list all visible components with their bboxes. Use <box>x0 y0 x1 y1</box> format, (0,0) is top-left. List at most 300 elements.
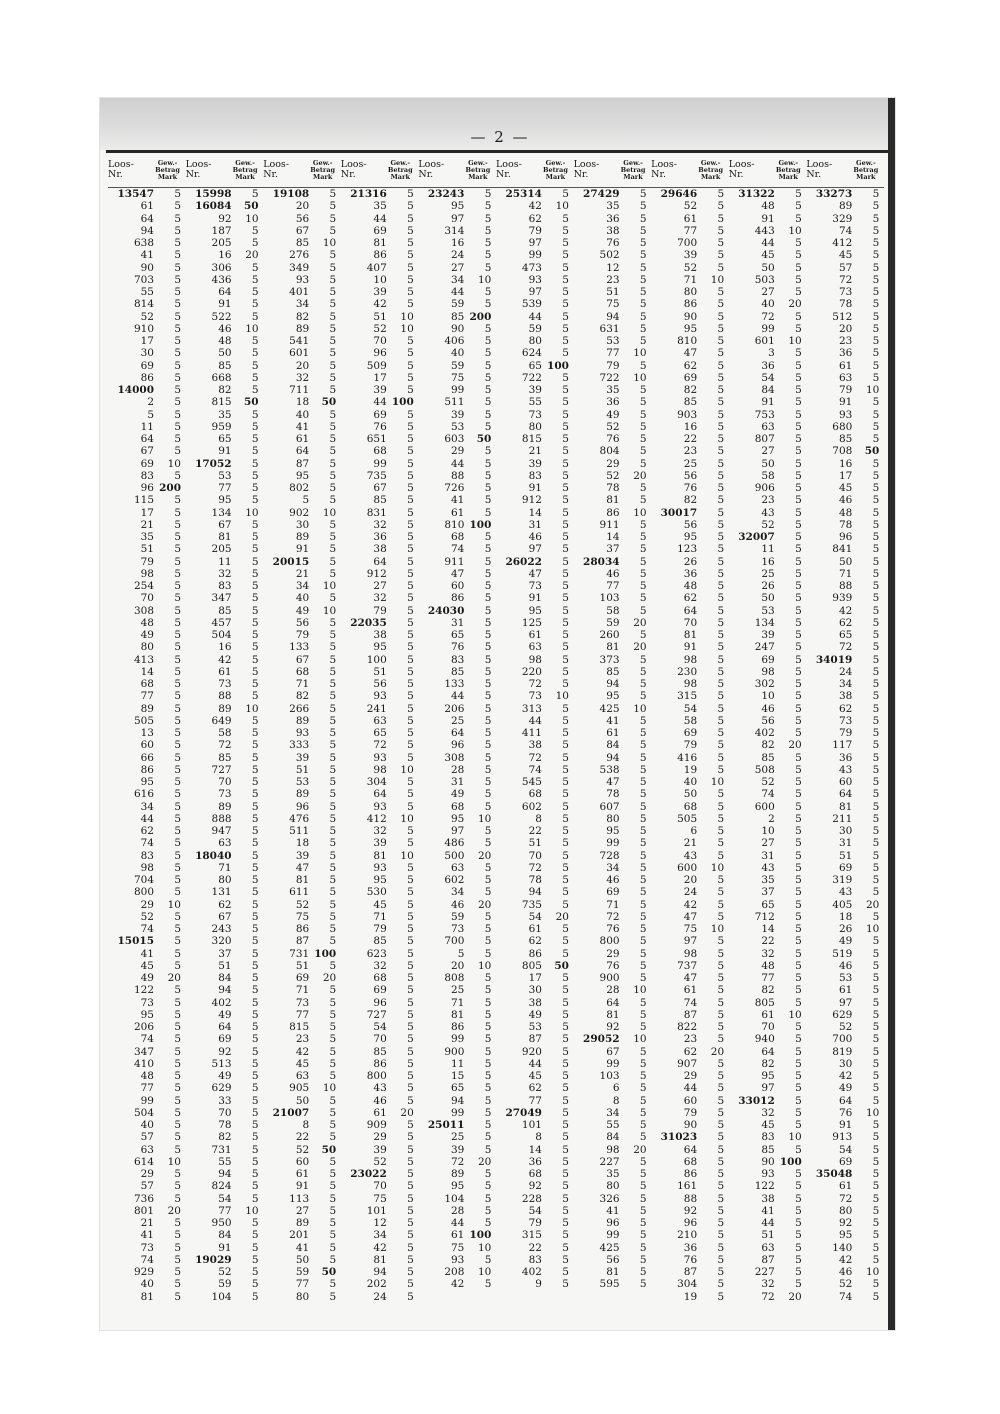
table-row <box>263 997 341 1009</box>
lot-number: 53 <box>761 604 775 617</box>
prize-amount: 5 <box>484 1204 492 1217</box>
table-row <box>729 1242 807 1254</box>
lot-number: 17052 <box>195 457 232 470</box>
table-row <box>341 629 419 641</box>
table-row <box>651 323 729 335</box>
prize-amount: 5 <box>562 776 569 788</box>
lot-number: 722 <box>599 371 620 384</box>
table-row <box>263 899 341 911</box>
prize-amount: 5 <box>407 200 414 213</box>
lot-number: 94 <box>606 310 620 323</box>
prize-amount: 5 <box>251 1180 259 1193</box>
table-row <box>341 923 419 935</box>
prize-amount: 5 <box>329 445 337 458</box>
table-row <box>263 1107 341 1119</box>
lot-number: 308 <box>444 751 465 764</box>
table-row <box>341 384 419 396</box>
prize-amount: 5 <box>329 837 337 850</box>
lot-number: 54 <box>218 1192 232 1205</box>
table-row <box>729 1168 807 1180</box>
prize-amount: 5 <box>717 1266 725 1278</box>
table-row <box>341 960 419 972</box>
header-gew-label: Gew.- <box>778 159 799 167</box>
lot-number: 70 <box>218 776 232 788</box>
table-row <box>341 776 419 788</box>
lot-number: 20 <box>838 322 853 335</box>
table-row <box>108 703 186 715</box>
header-gew-label: Gew.- <box>468 159 488 167</box>
lot-number: 306 <box>211 261 232 274</box>
table-row <box>806 1168 884 1180</box>
prize-amount: 5 <box>407 1119 414 1131</box>
header-amount <box>383 157 418 187</box>
prize-amount: 5 <box>795 923 802 935</box>
lot-number: 64 <box>373 555 387 568</box>
table-row <box>186 911 264 923</box>
table-row <box>418 1082 496 1094</box>
lot-number: 99 <box>451 1106 465 1119</box>
lot-number: 36 <box>683 1241 698 1254</box>
lot-number: 950 <box>211 1217 232 1229</box>
lot-number: 64 <box>140 433 154 445</box>
table-row <box>806 433 884 445</box>
prize-amount: 100 <box>469 518 492 531</box>
table-row <box>418 1168 496 1180</box>
lot-number: 39 <box>373 1143 387 1156</box>
lot-number: 69 <box>373 408 387 421</box>
table-row <box>186 825 264 837</box>
table-row <box>806 543 884 555</box>
table-row <box>418 678 496 690</box>
prize-amount: 5 <box>484 788 492 801</box>
lot-number: 90 <box>140 261 154 274</box>
table-row <box>263 360 341 372</box>
lot-number: 28 <box>451 1204 465 1217</box>
prize-amount: 5 <box>795 849 802 862</box>
table-row <box>806 1046 884 1058</box>
table-row <box>496 886 574 898</box>
table-row <box>729 752 807 764</box>
prize-amount: 5 <box>639 567 647 580</box>
prize-amount: 5 <box>174 433 181 445</box>
table-row <box>574 666 652 678</box>
header-nr-label: Nr. <box>185 169 201 180</box>
prize-amount: 5 <box>174 874 181 886</box>
table-row <box>729 458 807 470</box>
lot-number: 67 <box>140 445 154 458</box>
lot-number: 80 <box>528 335 542 347</box>
table-row <box>186 494 264 506</box>
table-row <box>806 960 884 972</box>
lot-number: 86 <box>451 1021 465 1033</box>
table-row <box>806 1082 884 1094</box>
lot-number: 99 <box>373 457 387 470</box>
lot-number: 64 <box>838 788 853 801</box>
prize-amount: 10 <box>865 1106 880 1119</box>
lot-number: 35 <box>218 408 232 421</box>
table-row <box>263 188 341 200</box>
table-row <box>341 1242 419 1254</box>
table-row <box>806 1009 884 1021</box>
lot-number: 35 <box>373 200 387 213</box>
lot-number: 75 <box>451 1241 465 1254</box>
prize-amount: 5 <box>639 1057 647 1070</box>
table-row <box>418 788 496 800</box>
column-header <box>574 157 652 188</box>
prize-amount: 5 <box>407 298 414 311</box>
prize-amount: 5 <box>872 812 880 825</box>
table-row <box>418 1266 496 1278</box>
prize-amount: 5 <box>872 1131 880 1144</box>
lot-number: 5 <box>302 494 310 507</box>
table-row <box>418 1205 496 1217</box>
prize-amount: 5 <box>329 825 337 837</box>
table-row <box>651 886 729 898</box>
table-row <box>263 347 341 359</box>
lot-number: 2 <box>147 396 154 409</box>
prize-amount: 5 <box>795 396 802 409</box>
prize-amount: 5 <box>795 690 802 703</box>
prize-amount: 5 <box>251 1241 259 1254</box>
prize-amount: 5 <box>407 224 414 237</box>
table-row <box>108 1266 186 1278</box>
header-betrag-label: Betrag <box>387 166 413 174</box>
table-row <box>263 543 341 555</box>
prize-amount: 5 <box>872 494 880 507</box>
prize-amount: 5 <box>407 947 414 960</box>
lot-number: 22 <box>683 433 698 445</box>
table-row <box>806 323 884 335</box>
prize-amount: 5 <box>717 702 725 715</box>
prize-amount: 5 <box>251 420 259 433</box>
prize-amount: 5 <box>174 947 181 960</box>
table-row <box>806 727 884 739</box>
scan-edge <box>888 98 895 1330</box>
lot-number: 22 <box>295 1131 310 1144</box>
lot-number: 96 <box>451 739 465 752</box>
prize-amount: 5 <box>251 653 259 666</box>
lot-number: 44 <box>761 1217 775 1229</box>
table-row <box>263 801 341 813</box>
table-row <box>574 1082 652 1094</box>
prize-amount: 5 <box>407 751 414 764</box>
lot-number: 28034 <box>583 555 620 568</box>
lot-number: 29 <box>683 1070 698 1082</box>
table-row <box>806 1070 884 1082</box>
header-rule <box>106 150 888 153</box>
table-row <box>263 1229 341 1241</box>
lot-number: 41 <box>295 420 310 433</box>
lot-number: 91 <box>218 445 232 458</box>
prize-amount: 5 <box>795 984 802 997</box>
lot-number: 42 <box>683 898 698 911</box>
prize-amount: 5 <box>717 653 725 666</box>
prize-amount: 5 <box>795 959 802 972</box>
table-row <box>496 262 574 274</box>
lot-number: 50 <box>761 457 775 470</box>
table-row <box>108 494 186 506</box>
table-row <box>418 592 496 604</box>
table-row <box>108 788 186 800</box>
prize-amount: 5 <box>329 494 337 507</box>
prize-amount: 5 <box>174 1143 181 1156</box>
prize-amount: 5 <box>329 1119 337 1131</box>
prize-amount: 20 <box>633 641 647 654</box>
table-row <box>341 715 419 727</box>
prize-amount: 5 <box>795 212 802 225</box>
table-row <box>574 727 652 739</box>
prize-amount: 5 <box>251 273 259 286</box>
lot-number: 68 <box>451 800 465 813</box>
prize-amount: 5 <box>639 286 647 298</box>
prize-amount: 5 <box>717 1168 725 1180</box>
lot-number: 84 <box>761 384 775 396</box>
lot-number: 16 <box>838 457 853 470</box>
lot-number: 28 <box>606 984 620 997</box>
table-row <box>263 641 341 653</box>
table-row <box>108 311 186 323</box>
lot-number: 95 <box>218 494 232 507</box>
lot-number: 51 <box>140 543 154 556</box>
table-row <box>108 666 186 678</box>
table-row <box>496 1156 574 1168</box>
lot-number: 76 <box>606 237 620 249</box>
prize-amount: 20 <box>322 972 337 984</box>
lot-number: 75 <box>606 298 620 311</box>
prize-amount: 5 <box>639 298 647 311</box>
prize-amount: 5 <box>795 1094 802 1107</box>
prize-amount: 5 <box>717 384 725 396</box>
prize-amount: 5 <box>174 727 181 739</box>
prize-amount: 5 <box>174 1253 181 1266</box>
lot-number: 10 <box>761 690 775 703</box>
prize-amount: 5 <box>562 592 569 605</box>
table-row <box>186 1107 264 1119</box>
lot-number: 412 <box>366 812 387 825</box>
prize-amount: 5 <box>795 714 802 727</box>
lot-number: 103 <box>599 1070 620 1082</box>
header-gew-label: Gew.- <box>545 159 566 167</box>
table-row <box>186 1095 264 1107</box>
header-nr-label: Nr. <box>108 169 123 180</box>
lot-number: 51 <box>295 959 310 972</box>
lot-number: 97 <box>761 1082 775 1095</box>
table-row <box>418 225 496 237</box>
prize-amount: 5 <box>174 384 181 396</box>
table-row <box>186 874 264 886</box>
prize-amount: 5 <box>795 555 802 568</box>
table-row <box>806 445 884 457</box>
prize-amount: 5 <box>872 224 880 237</box>
table-row <box>806 396 884 408</box>
prize-amount: 5 <box>484 1106 492 1119</box>
table-row <box>341 850 419 862</box>
prize-amount: 5 <box>795 886 802 899</box>
prize-amount: 5 <box>639 972 647 984</box>
lot-number: 95 <box>683 531 698 543</box>
prize-amount: 5 <box>795 445 802 458</box>
table-row <box>263 617 341 629</box>
lot-number: 51 <box>373 665 387 678</box>
lot-number: 53 <box>295 776 310 788</box>
lot-number: 23 <box>683 1033 698 1046</box>
prize-amount: 10 <box>400 322 414 335</box>
table-row <box>496 1046 574 1058</box>
table-row <box>186 1193 264 1205</box>
lot-number: 95 <box>373 641 387 654</box>
table-row <box>341 764 419 776</box>
prize-amount: 5 <box>872 1168 880 1180</box>
prize-amount: 5 <box>407 788 414 801</box>
lot-number: 959 <box>211 420 232 433</box>
lot-number: 12 <box>606 261 620 274</box>
table-row <box>263 1144 341 1156</box>
prize-amount: 5 <box>639 898 647 911</box>
lot-number: 406 <box>444 335 465 347</box>
table-row <box>574 1229 652 1241</box>
prize-amount: 5 <box>174 1168 181 1180</box>
lot-number: 726 <box>444 482 465 494</box>
lot-number: 82 <box>218 384 232 396</box>
table-row <box>651 654 729 666</box>
lot-number: 79 <box>838 727 853 739</box>
lot-number: 45 <box>761 1119 775 1131</box>
lot-number: 30 <box>838 825 853 837</box>
lot-number: 77 <box>606 580 620 592</box>
table-row <box>341 531 419 543</box>
lot-number: 40 <box>683 776 698 788</box>
lot-number: 72 <box>528 751 542 764</box>
prize-amount: 5 <box>639 653 647 666</box>
lot-number: 81 <box>606 641 620 654</box>
table-row <box>651 421 729 433</box>
header-loos <box>186 157 228 187</box>
table-row <box>574 1266 652 1278</box>
lot-number: 56 <box>606 1253 620 1266</box>
lot-number: 30017 <box>660 506 698 519</box>
lot-number: 85 <box>218 751 232 764</box>
lot-number: 53 <box>218 469 232 482</box>
prize-amount: 5 <box>562 825 569 837</box>
table-row <box>651 850 729 862</box>
table-row <box>729 1095 807 1107</box>
table-row <box>729 237 807 249</box>
lot-number: 14 <box>606 531 620 543</box>
prize-amount: 5 <box>795 408 802 421</box>
lot-number: 79 <box>528 1217 542 1229</box>
table-row <box>806 1229 884 1241</box>
lot-number: 76 <box>373 420 387 433</box>
prize-amount: 5 <box>872 249 880 262</box>
table-row <box>341 592 419 604</box>
prize-amount: 5 <box>329 518 337 531</box>
table-row <box>574 1095 652 1107</box>
prize-amount: 5 <box>329 384 337 396</box>
header-amount <box>305 157 340 187</box>
prize-amount: 5 <box>562 1168 569 1180</box>
table-row <box>496 641 574 653</box>
prize-amount: 5 <box>639 690 647 703</box>
prize-amount: 5 <box>562 469 569 482</box>
table-row <box>574 445 652 457</box>
table-row <box>574 507 652 519</box>
table-row <box>806 1131 884 1143</box>
prize-amount: 5 <box>639 727 647 739</box>
table-row <box>418 421 496 433</box>
table-row <box>186 445 264 457</box>
prize-amount: 5 <box>872 1082 880 1095</box>
lot-number: 67 <box>606 1045 620 1058</box>
table-row <box>806 347 884 359</box>
prize-amount: 5 <box>562 457 569 470</box>
prize-amount: 5 <box>795 776 802 788</box>
prize-amount: 5 <box>484 972 492 984</box>
header-loos <box>496 157 538 187</box>
prize-amount: 5 <box>639 788 647 801</box>
table-row <box>806 923 884 935</box>
prize-amount: 5 <box>872 482 880 494</box>
lot-number: 48 <box>140 616 154 629</box>
table-row <box>651 788 729 800</box>
lot-number: 511 <box>444 396 465 409</box>
table-row <box>418 703 496 715</box>
lot-number: 18 <box>295 396 310 409</box>
table-row <box>263 1193 341 1205</box>
lot-number: 31023 <box>660 1131 698 1144</box>
prize-amount: 5 <box>795 420 802 433</box>
table-row <box>806 384 884 396</box>
table-row <box>806 249 884 261</box>
prize-amount: 5 <box>562 555 569 568</box>
lot-number: 46 <box>218 322 232 335</box>
prize-amount: 5 <box>717 616 725 629</box>
table-row <box>729 727 807 739</box>
header-mark-label: Mark <box>778 173 798 181</box>
table-row <box>729 935 807 947</box>
table-row <box>418 1021 496 1033</box>
table-row <box>263 1180 341 1192</box>
prize-amount: 10 <box>478 1266 492 1278</box>
lot-number: 62 <box>140 825 154 837</box>
lot-number: 43 <box>373 1082 387 1095</box>
lot-number: 401 <box>289 286 310 298</box>
lot-number: 78 <box>606 482 620 494</box>
table-row <box>806 531 884 543</box>
table-row <box>108 1119 186 1131</box>
table-row <box>806 225 884 237</box>
lot-number: 52 <box>761 518 775 531</box>
table-row <box>186 935 264 947</box>
table-row <box>263 1033 341 1045</box>
table-row <box>263 580 341 592</box>
lot-number: 101 <box>366 1204 387 1217</box>
prize-amount: 5 <box>795 543 802 556</box>
table-row <box>574 1193 652 1205</box>
table-row <box>108 739 186 751</box>
table-row <box>729 519 807 531</box>
prize-amount: 5 <box>639 200 647 213</box>
table-row <box>341 323 419 335</box>
table-row <box>108 1242 186 1254</box>
lot-number: 38 <box>606 224 620 237</box>
table-row <box>651 1193 729 1205</box>
lot-number: 98 <box>606 1143 620 1156</box>
prize-amount: 5 <box>872 776 880 788</box>
table-row <box>806 237 884 249</box>
table-row <box>263 1156 341 1168</box>
table-row <box>806 482 884 494</box>
table-row <box>263 1131 341 1143</box>
